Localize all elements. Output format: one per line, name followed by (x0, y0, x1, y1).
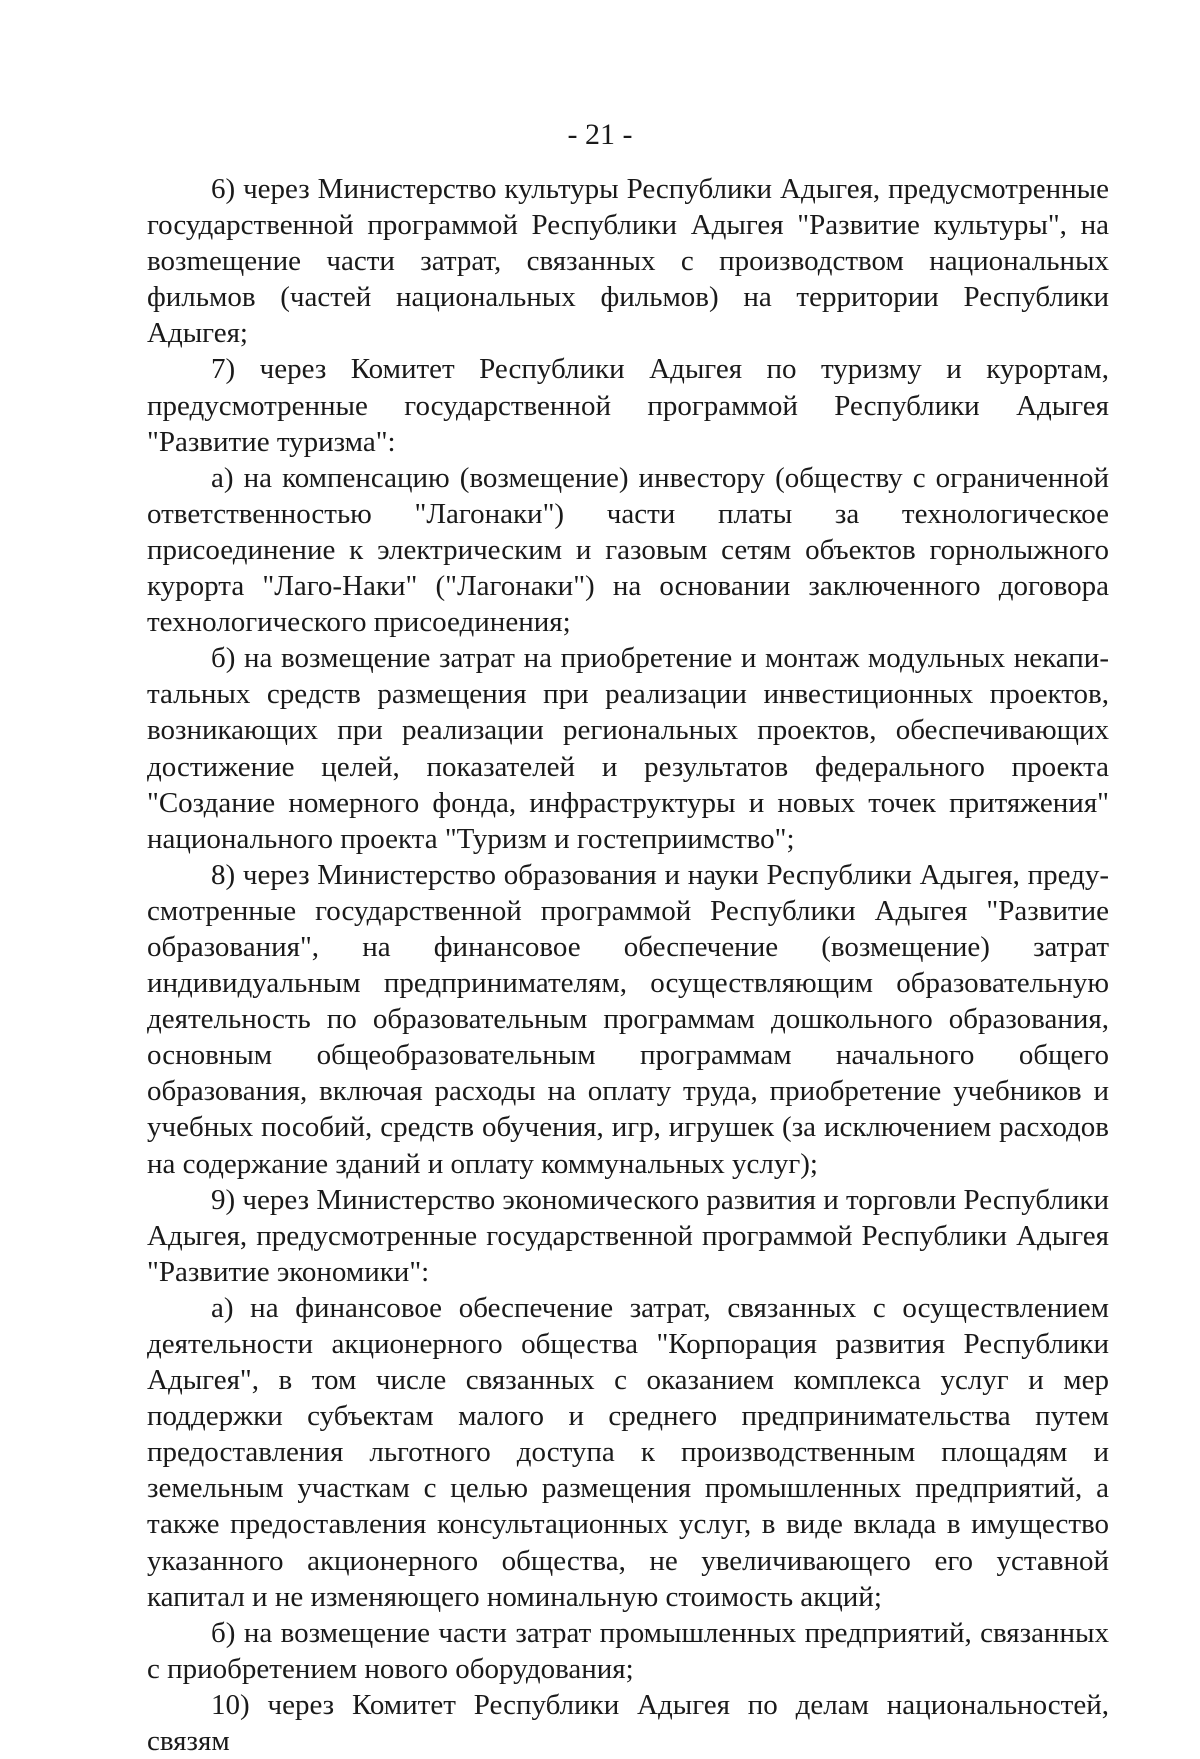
paragraph-8-education: 8) через Министерство образования и науки Республики Адыгея, предусмотренные государственной программой Республики Адыгея "Развитие образования", на финансовое обеспечение (возмещение) затрат индивидуальным предпринимателям, осуществляющим образовательную деятельность по образовательным программам дошкольного образования, основным общеобразовательным программам начального общего образования, включая расходы на оплату труда, приобретение учебников и учебных пособий, средств обучения, игр, игрушек (за исключением расходов на содержание зданий и оплату коммунальных услуг); (147, 858, 1109, 1180)
paragraph-6-culture: 6) через Министерство культуры Республики Адыгея, предусмотренные государственной программой Республики Адыгея "Развитие культуры", на возmещение части затрат, связанных с производством национальных фильмов (частей национальных фильмов) на территории Республики Адыгея; (147, 173, 1109, 350)
paragraph-9-economy: 9) через Министерство экономического развития и торговли Республики Адыгея, предусмотренные государственной программой Республики Адыгея "Развитие экономики": (147, 1183, 1109, 1288)
paragraph-9a-corporation: а) на финансовое обеспечение затрат, связанных с осуществлением деятельности акционерного общества "Корпорация развития Республики Адыгея", в том числе связанных с оказанием комплекса услуг и мер поддержки субъектам малого и среднего предпринимательства путем предоставления льготного доступа к производственным площадям и земельным участкам с целью размещения промышленных предприятий, а также предоставления консультационных услуг, в виде вклада в имущество указанного акционерного общества, не увеличивающего его уставной капитал и не изменяющего номинальную стоимость акций; (147, 1291, 1109, 1613)
document-body (147, 171, 1109, 1759)
page-number: - 21 - (567, 118, 633, 151)
paragraph-7b-modular-accommodation: б) на возмещение затрат на приобретение и монтаж модульных некапитальных средств размещения при реализации инвестиционных проектов, возникающих при реализации региональных проектов, обеспечивающих достижение целей, показателей и результатов федерального проекта "Создание номерного фонда, инфраструктуры и новых точек притяжения" национального проекта "Туризм и гостеприимство"; (147, 642, 1109, 855)
paragraph-9b-equipment: б) на возмещение части затрат промышленных предприятий, связанных с приобретением нового оборудования; (147, 1616, 1109, 1685)
paragraph-10-nationalities: 10) через Комитет Республики Адыгея по делам национальностей, связям (147, 1688, 1109, 1758)
paragraph-7a-lagonaki: а) на компенсацию (возмещение) инвестору (обществу с ограниченной ответственностью "Лагонаки") части платы за технологическое присоединение к электрическим и газовым сетям объектов горнолыжного курорта "Лаго-Наки" ("Лагонаки") на основании заключенного договора технологического присоединения; (147, 461, 1109, 639)
paragraph-7-tourism: 7) через Комитет Республики Адыгея по туризму и курортам, предусмотренные государственной программой Республики Адыгея "Развитие туризма": (147, 353, 1109, 458)
